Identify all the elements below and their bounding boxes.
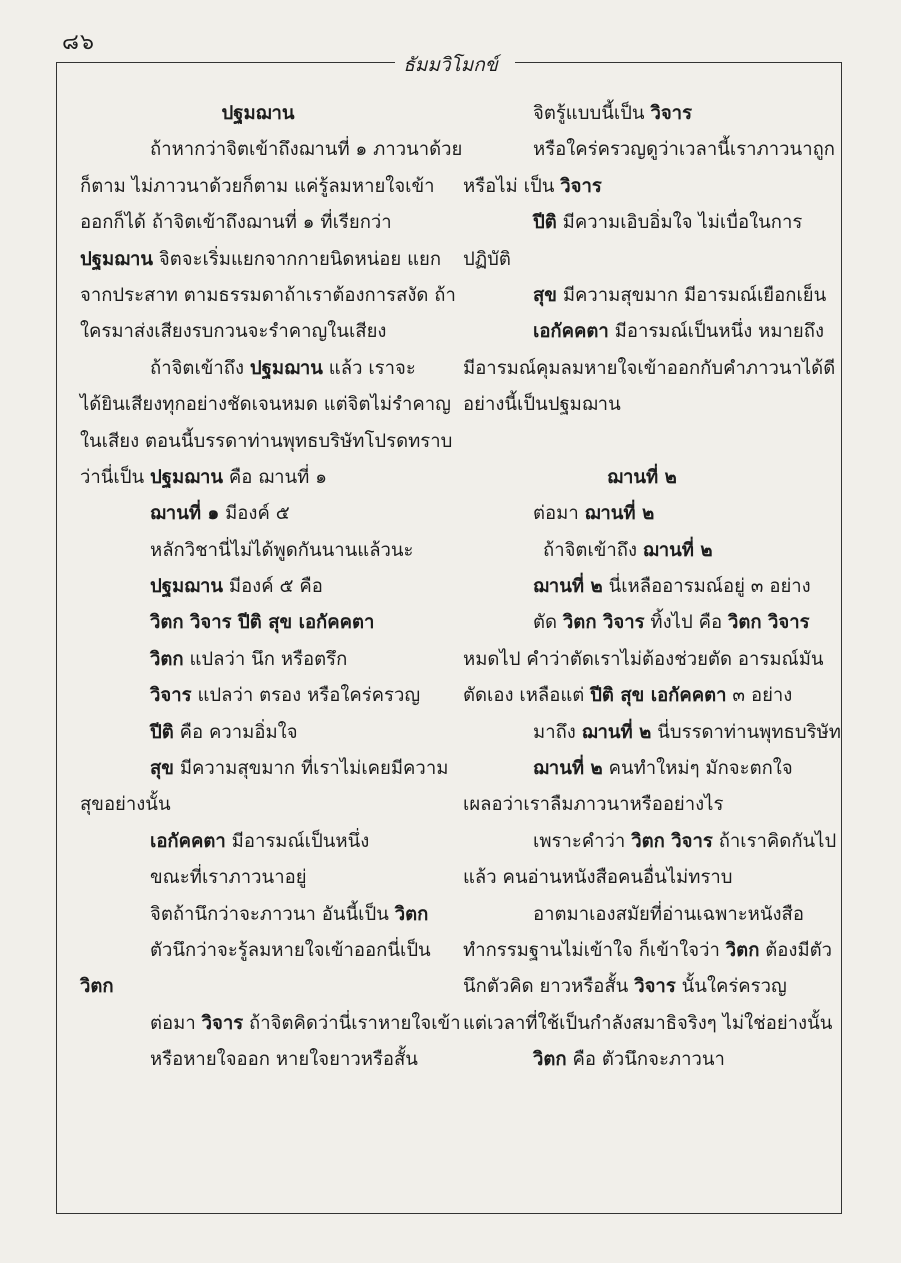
bold-term: วิตก (533, 1049, 567, 1071)
bold-term: ฌานที่ ๒ (533, 758, 603, 780)
bold-term: ฌานที่ ๒ (584, 503, 655, 525)
text-line (463, 278, 827, 314)
text-run: จากประสาท ตามธรรมดาถ้าเราต้องการสงัด ถ้า (80, 284, 456, 306)
text-line (463, 132, 835, 168)
text-run: ถ้าหากว่าจิตเข้าถึงฌานที่ ๑ ภาวนาด้วย (150, 139, 463, 161)
text-line (463, 387, 821, 423)
text-line (463, 169, 821, 205)
text-run: อย่างนี้เป็นปฐมฌาน (463, 394, 621, 416)
text-run: อาตมาเองสมัยที่อ่านเฉพาะหนังสือ (533, 903, 804, 925)
bold-term: ปีติ สุข เอกัคคตา (590, 685, 727, 707)
text-line (463, 605, 821, 641)
text-run: มีอารมณ์เป็นหนึ่ง หมายถึง (608, 321, 824, 343)
text-run: มีความเอิบอิ่มใจ ไม่เบื่อในการ (556, 212, 803, 234)
bold-term: ปีติ (150, 721, 174, 743)
text-run: ได้ยินเสียงทุกอย่างชัดเจนหมด แต่จิตไม่รำคาญ (80, 394, 451, 416)
text-line (80, 424, 453, 460)
text-run: คือ ตัวนึกจะภาวนา (566, 1049, 725, 1071)
text-run: ถ้าจิตเข้าถึง (543, 539, 643, 561)
bold-term: ฌานที่ ๒ (607, 466, 677, 488)
text-run: มีอารมณ์คุมลมหายใจเข้าออกกับคำภาวนาได้ดี (463, 357, 836, 379)
text-line (80, 824, 436, 860)
text-run: มีองค์ ๕ คือ (223, 576, 323, 598)
text-line (80, 460, 436, 496)
bold-term: วิจาร (560, 175, 602, 197)
text-line (463, 1006, 833, 1042)
bold-term: วิจาร (634, 976, 676, 998)
text-line (463, 824, 837, 860)
text-run: หรือไม่ เป็น (463, 175, 561, 197)
paragraph-gap (463, 424, 821, 460)
text-run: นึกตัวคิด ยาวหรือสั้น (463, 976, 635, 998)
text-line (463, 969, 821, 1005)
text-line (80, 933, 436, 969)
bold-term: วิตก วิจาร (562, 612, 645, 634)
text-run: สุขอย่างนั้น (80, 794, 171, 816)
text-line (80, 169, 436, 205)
text-run: คนทำใหม่ๆ มักจะตกใจ (602, 758, 793, 780)
text-line (463, 678, 821, 714)
text-run: จิตถ้านึกว่าจะภาวนา อันนี้เป็น (150, 903, 395, 925)
bold-term: สุข (150, 758, 174, 780)
text-run: มาถึง (533, 721, 582, 743)
text-run: มีความสุขมาก มีอารมณ์เยือกเย็น (556, 284, 827, 306)
text-run: เผลอว่าเราลืมภาวนาหรืออย่างไร (463, 794, 724, 816)
right-column (463, 96, 841, 1079)
bold-term: ปฐมฌาน (150, 576, 223, 598)
page-number: ๘๖ (62, 30, 95, 55)
bold-term: ปฐมฌาน (80, 248, 153, 270)
text-run: ต้องมีตัว (759, 939, 833, 961)
text-run: ตัวนึกว่าจะรู้ลมหายใจเข้าออกนี่เป็น (150, 939, 431, 961)
bold-term: สุข (533, 284, 557, 306)
bold-term: ปฐมฌาน (150, 466, 224, 488)
text-line (463, 496, 821, 532)
text-line (80, 605, 436, 641)
text-line (463, 533, 821, 569)
text-run: แปลว่า นึก หรือตรึก (183, 648, 348, 670)
text-line (80, 351, 436, 387)
text-line (463, 242, 821, 278)
text-line (80, 860, 436, 896)
text-run: นั้นใคร่ครวญ (675, 976, 787, 998)
text-line (463, 897, 821, 933)
bold-term: วิตก (80, 976, 114, 998)
text-run: ออกก็ได้ ถ้าจิตเข้าถึงฌานที่ ๑ ที่เรียกว่า (80, 212, 392, 234)
text-run: ตัดเอง เหลือแต่ (463, 685, 591, 707)
section-heading (80, 96, 436, 132)
text-line (80, 1006, 461, 1042)
running-header: ธัมมวิโมกข์ (403, 54, 498, 76)
text-line (80, 1042, 436, 1078)
text-line (80, 314, 436, 350)
text-line (80, 787, 436, 823)
text-run: ต่อมา (533, 503, 585, 525)
left-column (80, 96, 463, 1079)
section-heading (463, 460, 821, 496)
text-run: นี่บรรดาท่านพุทธบริษัท (651, 721, 841, 743)
text-run: ทิ้งไป คือ (644, 612, 728, 634)
text-line (463, 715, 841, 751)
bold-term: เอกัคคตา (533, 321, 609, 343)
text-run: ใครมาส่งเสียงรบกวนจะรำคาญในเสียง (80, 321, 387, 343)
text-line (463, 314, 824, 350)
text-run: หลักวิชานี่ไม่ได้พูดกันนานแล้วนะ (150, 539, 414, 561)
text-line (463, 351, 836, 387)
text-line (463, 569, 821, 605)
text-line (463, 860, 821, 896)
bold-term: ฌานที่ ๑ (150, 503, 220, 525)
bold-term: ปีติ (533, 212, 557, 234)
text-run: ๓ อย่าง (726, 685, 793, 707)
bold-term: วิตก (394, 903, 429, 925)
text-run: ในเสียง ตอนนี้บรรดาท่านพุทธบริษัทโปรดทราบ (80, 430, 453, 452)
bold-term: วิตก (725, 939, 760, 961)
text-run: ต่อมา (150, 1012, 202, 1034)
text-line (463, 787, 821, 823)
text-run: จิตจะเริ่มแยกจากกายนิดหน่อย แยก (153, 248, 442, 270)
text-line (80, 642, 436, 678)
text-run: จิตรู้แบบนี้เป็น (533, 103, 651, 124)
text-line (80, 387, 451, 423)
text-run: คือ ความอิ่มใจ (173, 721, 298, 743)
text-line (463, 96, 821, 132)
bold-term: ฌานที่ ๒ (533, 576, 603, 598)
text-run: ตัด (533, 612, 563, 634)
text-run: ถ้าจิตเข้าถึง (150, 357, 250, 379)
text-line (80, 533, 436, 569)
text-run: หมดไป คำว่าตัดเราไม่ต้องช่วยตัด อารมณ์มัน (463, 648, 824, 670)
bold-term: วิจาร (150, 685, 192, 707)
text-run: ขณะที่เราภาวนาอยู่ (150, 867, 307, 889)
text-run: ถ้าจิตคิดว่านี่เราหายใจเข้า (243, 1012, 461, 1034)
text-line (463, 205, 821, 241)
text-line (80, 751, 449, 787)
bold-term: วิตก (150, 648, 184, 670)
text-line (80, 278, 456, 314)
text-run: แล้ว เราจะ (322, 357, 416, 379)
text-run: ปฏิบัติ (463, 248, 511, 270)
text-line (80, 969, 436, 1005)
bold-term: วิตก วิจาร (631, 830, 713, 852)
text-run: นี่เหลืออารมณ์อยู่ ๓ อย่าง (602, 576, 811, 598)
text-run: แล้ว คนอ่านหนังสือคนอื่นไม่ทราบ (463, 867, 733, 889)
text-run: ว่านี่เป็น (80, 466, 151, 488)
text-run: มีความสุขมาก ที่เราไม่เคยมีความ (173, 758, 449, 780)
text-line (80, 569, 436, 605)
text-run: ทำกรรมฐานไม่เข้าใจ ก็เข้าใจว่า (463, 939, 726, 961)
bold-term: ฌานที่ ๒ (642, 539, 713, 561)
bold-term: ปฐมฌาน (249, 357, 323, 379)
text-line (80, 242, 442, 278)
text-line (80, 496, 436, 532)
text-line (80, 678, 436, 714)
text-run: คือ ฌานที่ ๑ (223, 466, 327, 488)
text-run: มีอารมณ์เป็นหนึ่ง (225, 830, 370, 852)
bold-term: วิจาร (201, 1012, 244, 1034)
text-line (80, 715, 436, 751)
text-run: มีองค์ ๕ (219, 503, 290, 525)
text-run: แต่เวลาที่ใช้เป็นกำลังสมาธิจริงๆ ไม่ใช่อย่างนั้น (463, 1012, 833, 1034)
text-run: แปลว่า ตรอง หรือใคร่ครวญ (191, 685, 421, 707)
text-line (80, 205, 436, 241)
text-line (463, 933, 833, 969)
text-line (463, 751, 821, 787)
bold-term: วิจาร (650, 103, 693, 124)
bold-term: ฌานที่ ๒ (581, 721, 652, 743)
text-run: หรือใคร่ครวญดูว่าเวลานี้เราภาวนาถูก (533, 139, 835, 161)
text-line (463, 642, 824, 678)
text-run: เพราะคำว่า (533, 830, 632, 852)
text-run: หรือหายใจออก หายใจยาวหรือสั้น (150, 1049, 418, 1071)
text-line (80, 132, 463, 168)
text-line (80, 897, 436, 933)
bold-term: วิตก วิจาร (727, 612, 810, 634)
text-run: ถ้าเราคิดกันไป (712, 830, 837, 852)
bold-term: เอกัคคตา (150, 830, 226, 852)
bold-term: ปฐมฌาน (221, 103, 295, 124)
bold-term: วิตก วิจาร ปีติ สุข เอกัคคตา (150, 612, 375, 634)
text-line (463, 1042, 821, 1078)
text-run: ก็ตาม ไม่ภาวนาด้วยก็ตาม แค่รู้ลมหายใจเข้า (80, 175, 435, 197)
